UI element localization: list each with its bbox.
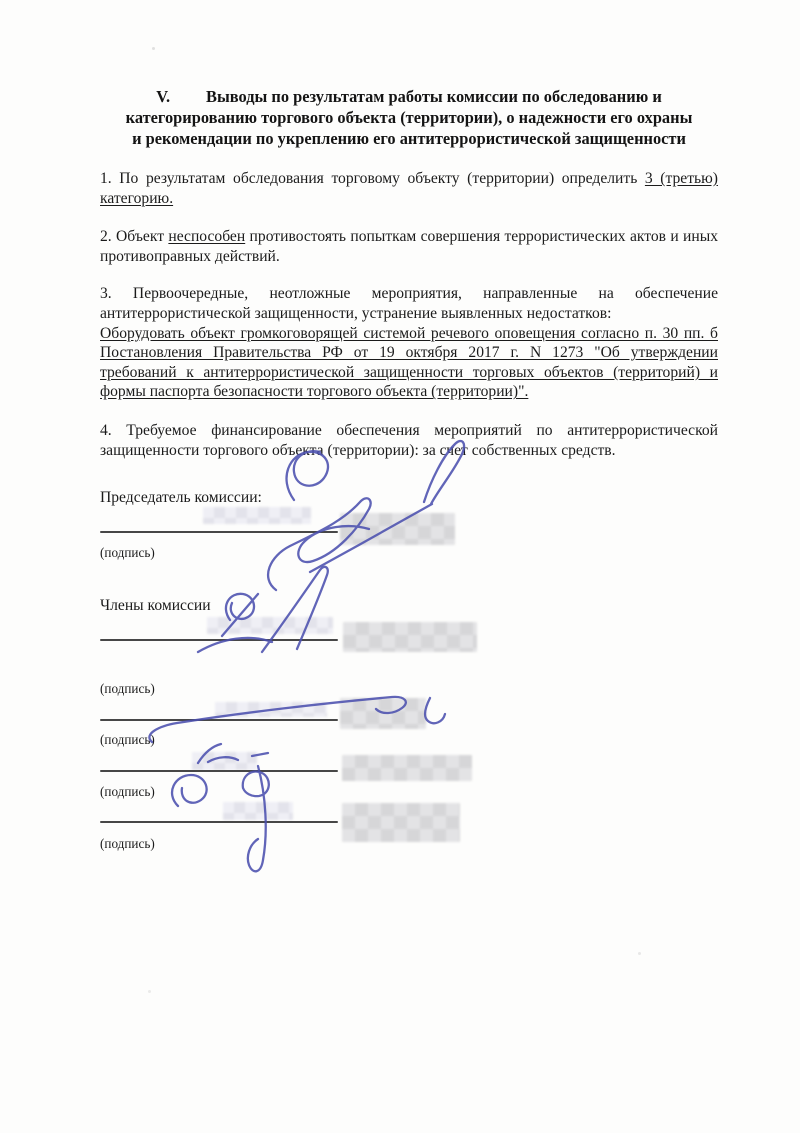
redacted-name-6: [340, 698, 426, 729]
signature-caption-2: (подпись): [100, 681, 155, 696]
section-number: V.: [156, 87, 171, 106]
heading-line-2: категорированию торгового объекта (территории), о надежности его охраны: [125, 108, 693, 127]
members-label: Члены комиссии: [100, 597, 211, 614]
signature-line-5: [100, 821, 338, 823]
paragraph-3-measures-text: [100, 324, 718, 402]
redacted-name-1: [203, 507, 311, 524]
signature-caption-1: (подпись): [100, 545, 155, 560]
underlined-measures: Оборудовать объект громкоговорящей системой речевого оповещения согласно п. 30 пп. б Постановления Правительства РФ от 19 октября 2017 г. N 1273 "Об утверждении требований к антитеррористической защищенности торговых объектов (территорий) и формы паспорта безопасности торгового объекта (территории)".: [100, 324, 718, 401]
underlined-category-value: 3 (третью) категорию.: [100, 170, 718, 207]
redacted-name-10: [342, 803, 460, 842]
signature-line-1: [100, 531, 338, 533]
signature-caption-4: (подпись): [100, 784, 155, 799]
signature-caption-3: (подпись): [100, 732, 155, 747]
scan-artifact: [148, 990, 151, 993]
document-body: [100, 0, 718, 460]
heading-line-1: V. Выводы по результатам работы комиссии по обследованию и: [156, 87, 662, 106]
redacted-name-5: [215, 702, 327, 717]
scan-artifact: [638, 952, 641, 955]
redacted-name-3: [207, 617, 333, 634]
paragraph-4-financing: 4. Требуемое финансирование обеспечения мероприятий по антитеррористической защищенности торгового объекта (территории): за счет собственных средств.: [100, 421, 718, 459]
scan-artifact: [428, 120, 431, 123]
paragraph-1-category: 1. По результатам обследования торговому объекту (территории) определить 3 (третью) категорию.: [100, 170, 718, 207]
scan-artifact: [152, 47, 155, 50]
redacted-name-9: [223, 802, 293, 820]
chairman-label: Председатель комиссии:: [100, 489, 262, 506]
underlined-incapable: неспособен: [168, 228, 246, 246]
redacted-name-4: [343, 622, 477, 652]
paragraph-3-measures-intro: 3. Первоочередные, неотложные мероприятия, направленные на обеспечение антитеррористической защищенности, устранение выявленных недостатков:: [100, 285, 718, 322]
signature-line-4: [100, 770, 338, 772]
redacted-name-7: [192, 752, 257, 770]
paragraph-2-resistance: 2. Объект неспособен противостоять попыткам совершения террористических актов и иных противоправных действий.: [100, 228, 719, 265]
signature-line-3: [100, 719, 338, 721]
redacted-name-8: [342, 755, 472, 781]
redacted-name-2: [340, 513, 455, 545]
signature-line-2: [100, 639, 338, 641]
section-heading: [100, 86, 718, 149]
signature-caption-5: (подпись): [100, 836, 155, 851]
heading-line-3: и рекомендации по укреплению его антитеррористической защищенности: [132, 129, 686, 148]
